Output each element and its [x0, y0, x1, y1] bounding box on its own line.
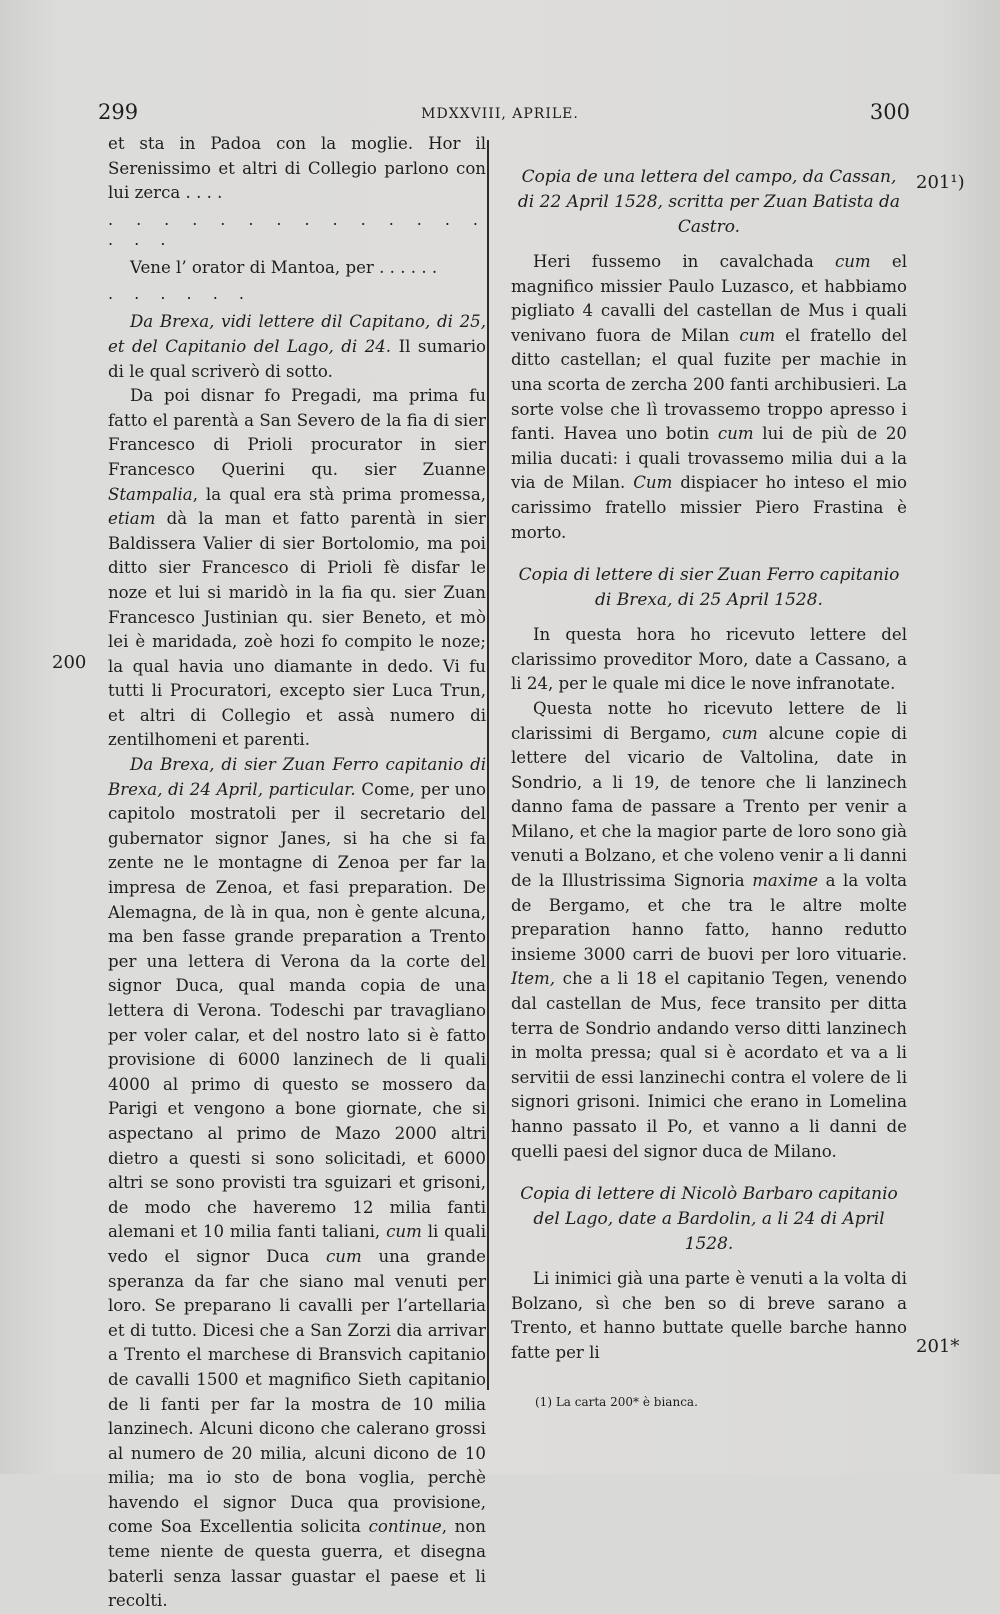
- text-run: a la volta de Bergamo, et che tra le altre molte preparation hanno fatto, hanno redutto insieme 3000 carri de buovi per loro vituarie.: [511, 871, 908, 964]
- left-column: [108, 132, 486, 1614]
- italic-run: Stampalia: [108, 484, 193, 504]
- margin-note-201a: 201¹): [916, 172, 965, 193]
- page-number-left: 299: [98, 100, 139, 124]
- letter-2-paragraph-1: In questa hora ho ricevuto lettere del clarissimo proveditor Moro, date a Cassano, a li 24, per le quale mi dice le nove infranotate.: [511, 625, 907, 694]
- text-run: Come, per uno capitolo mostratoli per il secretario del gubernator signor Janes, si ha che si fa zente ne le montagne di Zenoa per far la impresa de Zenoa, et fasi preparation. De Alemagna, de là in qua, non è gente alcuna, ma ben fasse grande preparation a Trento per una lettera di Verona da la corte del signor Duca, qual manda copia de una lettera di Verona. Todeschi par travagliano per voler calar, et del nostro lato si è fatto provisione di 6000 lanzinech de li quali 4000 al primo di questo se mossero da Parigi et vengono a bone giornate, che si aspectano al primo de Mazo 2000 altri dietro a questi si sono solicitadi, et 6000 altri se sono provisti tra sguizari et grisoni, de modo che haveremo 12 milia fanti alemani et 10 milia fanti taliani,: [108, 779, 486, 1242]
- letter-1-text: [511, 250, 907, 545]
- italic-run: Cum: [633, 473, 673, 493]
- paragraph-4: [108, 384, 486, 753]
- text-run: dispiacer ho inteso el mio carissimo fratello missier Piero Frastina è morto.: [511, 473, 907, 542]
- omission-dots-1: . . . . . . . . . . . . . . . . .: [108, 209, 486, 249]
- text-run: el magnifico missier Paulo Luzasco, et habbiamo pigliato 4 cavalli del castellan de Mus i quali venivano fuora de Milan: [511, 252, 907, 345]
- right-column: [511, 165, 907, 1366]
- italic-run: cum: [326, 1246, 362, 1266]
- letter-2-paragraph-2: [511, 697, 907, 1164]
- paragraph-2: Vene l’ orator di Mantoa, per . . . . . .: [130, 257, 438, 277]
- text-run: Heri fussemo in cavalchada: [533, 252, 835, 271]
- italic-run: cum: [722, 723, 758, 743]
- paragraph-3-text: Il sumario di le qual scriverò di sotto.: [108, 336, 486, 381]
- text-run: Questa notte ho ricevuto lettere de li clarissimi di Bergamo,: [511, 698, 907, 743]
- text-run: el fratello del ditto castellan; el qual fuzite per machie in una scorta de zercha 200 fanti archibusieri. La sorte volse che lì trovassemo troppo apresso i fanti. Havea uno botin: [511, 325, 907, 444]
- text-run: , la qual era stà prima promessa,: [192, 484, 486, 504]
- letter-3-text: Li inimici già una parte è venuti a la volta di Bolzano, sì che ben so di breve sarano a Trento, et hanno buttate quelle barche hanno fatte per li: [511, 1269, 907, 1362]
- footnote: (1) La carta 200* è bianca.: [535, 1395, 698, 1409]
- italic-run: Item,: [511, 969, 556, 989]
- running-title: MDXXVIII, APRILE.: [421, 106, 579, 122]
- margin-note-200: 200: [52, 652, 87, 673]
- text-run: Da poi disnar fo Pregadi, ma prima fu fatto el parentà a San Severo de la fia di sier Francesco di Prioli procurator in sier Francesco Querini qu. sier Zuanne: [108, 386, 486, 479]
- text-run: alcune copie di lettere del vicario de Valtolina, date in Sondrio, a li 19, de tenore che li lanzinech danno fama de passare a Trento per venir a Milano, et che la magior parte de loro sono già venuti a Bolzano, et che voleno venir a li danni de la Illustrissima Signoria: [511, 723, 907, 891]
- text-run: , non teme niente de questa guerra, et disegna baterli senza lassar guastar el paese et li recolti.: [108, 1517, 486, 1611]
- paragraph-5: [108, 753, 486, 1614]
- italic-run: cum: [717, 424, 754, 444]
- paragraph-3: [108, 310, 486, 384]
- text-run: che a li 18 el capitanio Tegen, venendo dal castellan de Mus, fece transito per ditta terra de Sondrio andando verso ditti lanzinech in molta pressa; qual si è acordato et va a li servitii de essi lanzinechi contra el volere de li signori grisoni. Inimici che erano in Lomelina hanno passato il Po, et vanno a li danni de quelli paesi del signor duca de Milano.: [511, 969, 907, 1161]
- paragraph-5-heading: Da Brexa, di sier Zuan Ferro capitanio di Brexa, di 24 April, particular.: [108, 755, 486, 799]
- italic-run: cum: [739, 325, 776, 345]
- italic-run: cum: [386, 1222, 422, 1242]
- margin-note-201b: 201*: [916, 1336, 960, 1357]
- italic-run: maxime: [752, 871, 819, 891]
- text-run: dà la man et fatto parentà in sier Baldissera Valier di sier Bortolomio, ma poi ditto sier Francesco di Prioli fè disfar le noze et lui si maridò in la fia qu. sier Zuan Francesco Justinian qu. sier Beneto, et mò lei è maridada, zoè hozi fo compito le noze; la qual havia uno diamante in dedo. Vi fu tutti li Procuratori, excepto sier Luca Trun, et altri di Collegio et assà numero di zentilhomeni et parenti.: [108, 509, 486, 750]
- text-run: una grande speranza da far che siano mal venuti per loro. Se preparano li cavalli per l’artellaria et di tutto. Dicesi che a San Zorzi dia arrivar a Trento el marchese di Bransvich capitanio de cavalli 1500 et magnifico Sieth capitanio de li fanti per far la mostra de 10 milia lanzinech. Alcuni dicono che calerano grossi al numero de 20 milia, alcuni dicono de 10 milia; ma io sto de bona voglia, perchè havendo el signor Duca qua provisione, come Soa Excellentia solicita: [108, 1246, 486, 1537]
- letter-heading-1: Copia de una lettera del campo, da Cassan, di 22 April 1528, scritta per Zuan Batista da Castro.: [517, 167, 901, 237]
- letter-heading-3: Copia di lettere di Nicolò Barbaro capitanio del Lago, date a Bardolin, a li 24 di April 1528.: [520, 1184, 898, 1255]
- text-run: li quali vedo el signor Duca: [108, 1222, 486, 1266]
- letter-heading-2: Copia di lettere di sier Zuan Ferro capitanio di Brexa, di 25 April 1528.: [518, 565, 900, 611]
- paragraph-1: et sta in Padoa con la moglie. Hor il Serenissimo et altri di Collegio parlono con lui zerca . . . .: [108, 134, 486, 203]
- column-divider: [487, 140, 489, 1390]
- italic-run: cum: [834, 252, 871, 271]
- page-number-right: 300: [869, 100, 910, 124]
- omission-dots-2: . . . . . .: [108, 284, 252, 304]
- paragraph-3-heading: Da Brexa, vidi lettere dil Capitano, di 25, et del Capitanio del Lago, di 24.: [108, 312, 486, 356]
- italic-run: continue: [368, 1517, 442, 1537]
- italic-run: etiam: [108, 509, 156, 529]
- text-run: lui de più de 20 milia ducati: i quali trovassemo milia dui a la via de Milan.: [511, 424, 907, 493]
